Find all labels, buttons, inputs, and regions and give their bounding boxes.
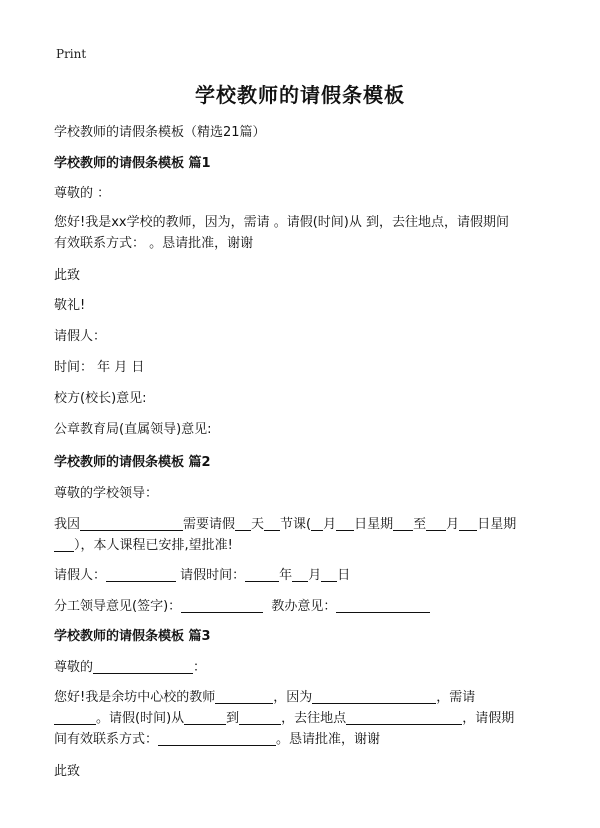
applicant-label: 请假人： — [54, 568, 107, 583]
section-2-text: ），本人课程已安排,望批准! — [74, 538, 233, 553]
to-date-blank — [239, 710, 281, 725]
section-3-text: 。恳请批准，谢谢 — [276, 732, 381, 747]
leave-time-label: 请假时间： — [180, 568, 246, 583]
section-1-school-opinion: 校方(校长)意见: — [54, 391, 147, 406]
section-3-text: 。请假(时间)从 — [96, 711, 185, 726]
day-label: 日 — [337, 568, 351, 583]
section-3-line-3 — [54, 728, 380, 747]
section-1-heading: 学校教师的请假条模板 篇1 — [54, 156, 211, 171]
month-blank — [292, 567, 308, 582]
classes-blank — [264, 516, 280, 531]
section-3-greeting — [54, 656, 206, 675]
section-2-heading: 学校教师的请假条模板 篇2 — [54, 455, 211, 470]
section-3-text: ，请假期 — [462, 711, 515, 726]
office-opinion-label: 教办意见： — [271, 599, 337, 614]
section-1-greeting: 尊敬的 ： — [54, 186, 111, 201]
destination-blank — [346, 710, 462, 725]
section-2-opinion-line — [54, 595, 430, 614]
section-2-text: 天 — [251, 517, 265, 532]
from-date-blank — [184, 710, 226, 725]
section-1-closing-1: 此致 — [54, 268, 81, 283]
days-blank — [235, 516, 251, 531]
year-blank — [245, 567, 279, 582]
day-blank — [321, 567, 337, 582]
section-1-body-line-1: 您好!我是xx学校的教师，因为，需请 。请假(时间)从 到，去往地点，请假期间 — [54, 215, 510, 230]
from-weekday-blank — [393, 516, 413, 531]
teacher-name-blank — [215, 689, 273, 704]
section-2-text: 月 — [323, 517, 337, 532]
section-3-heading: 学校教师的请假条模板 篇3 — [54, 629, 211, 644]
section-2-line-1 — [54, 513, 516, 532]
month-label: 月 — [308, 568, 322, 583]
section-1-applicant: 请假人： — [54, 329, 107, 344]
leave-type-blank — [54, 710, 96, 725]
section-2-text: 月 — [446, 517, 460, 532]
to-day-blank — [459, 516, 477, 531]
greeting-text: 尊敬的 — [54, 660, 94, 675]
section-1-bureau-opinion: 公章教育局(直属领导)意见: — [54, 422, 212, 437]
leader-opinion-label: 分工领导意见(签字)： — [54, 599, 182, 614]
print-label: Print — [56, 47, 87, 61]
section-3-text: 您好!我是余坊中心校的教师 — [54, 690, 216, 705]
reason-blank — [80, 516, 183, 531]
section-2-applicant-line — [54, 564, 350, 583]
section-2-text: 至 — [413, 517, 427, 532]
section-1-body-line-2: 有效联系方式： 。恳请批准，谢谢 — [54, 236, 254, 251]
section-3-text: ，去往地点 — [281, 711, 347, 726]
section-3-text: ，需请 — [436, 690, 476, 705]
greeting-end: ： — [193, 660, 207, 675]
section-3-text: 间有效联系方式： — [54, 732, 159, 747]
section-3-text: ，因为 — [273, 690, 313, 705]
section-3-line-1 — [54, 686, 475, 705]
section-3-closing-1: 此致 — [54, 764, 81, 779]
section-2-greeting: 尊敬的学校领导： — [54, 486, 159, 501]
section-2-text: 我因 — [54, 517, 81, 532]
page-title: 学校教师的请假条模板 — [195, 83, 405, 107]
year-label: 年 — [279, 568, 293, 583]
section-1-time: 时间： 年 月 日 — [54, 360, 145, 375]
applicant-blank — [106, 567, 176, 582]
section-1-closing-2: 敬礼! — [54, 298, 86, 313]
section-2-text: 需要请假 — [183, 517, 236, 532]
section-2-text: 节课( — [280, 517, 312, 532]
document-subtitle: 学校教师的请假条模板（精选21篇） — [54, 125, 266, 140]
office-opinion-blank — [336, 598, 430, 613]
section-2-line-2 — [54, 534, 233, 553]
recipient-blank — [93, 659, 193, 674]
section-3-text: 到 — [226, 711, 240, 726]
section-3-line-2 — [54, 707, 514, 726]
from-day-blank — [336, 516, 354, 531]
to-month-blank — [426, 516, 446, 531]
section-2-text: 日星期 — [354, 517, 394, 532]
from-month-blank — [311, 516, 323, 531]
to-weekday-blank — [54, 537, 74, 552]
reason-blank — [312, 689, 436, 704]
leader-opinion-blank — [181, 598, 263, 613]
contact-blank — [158, 731, 276, 746]
section-2-text: 日星期 — [477, 517, 517, 532]
